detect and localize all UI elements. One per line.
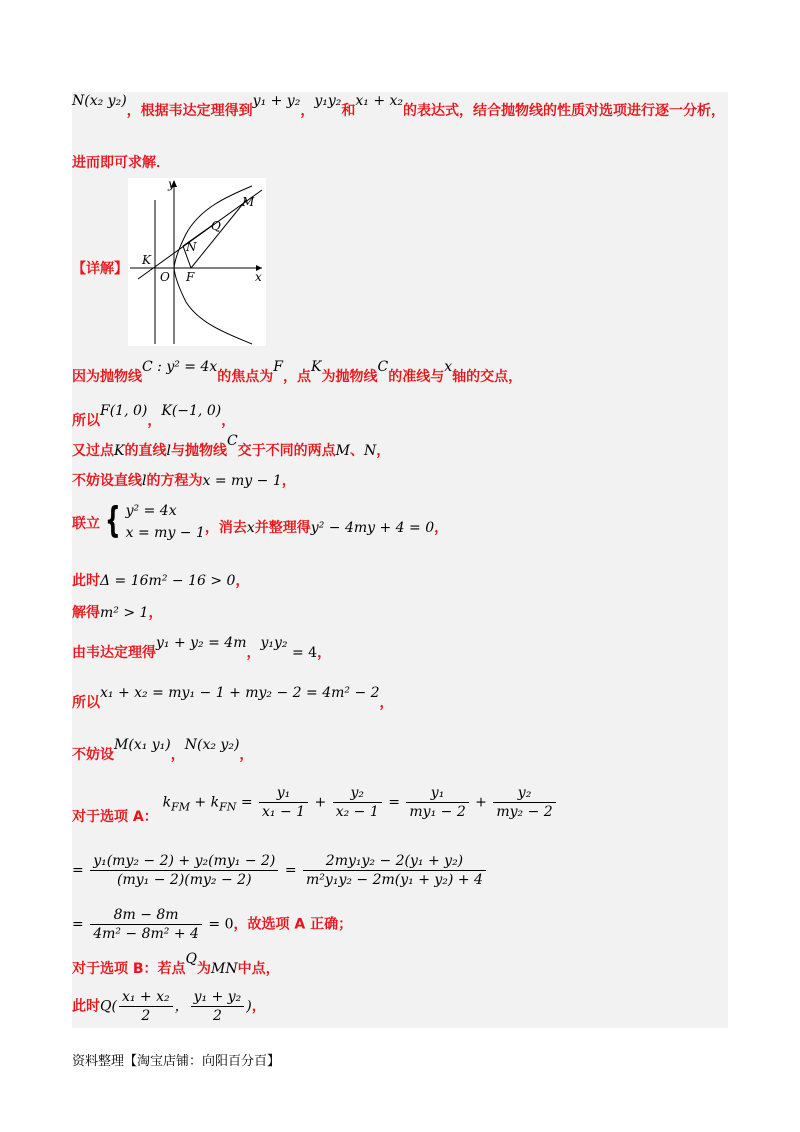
text-line-11: 所以x₁ + x₂ = my₁ − 1 + my₂ − 2 = 4m² − 2，	[72, 685, 394, 711]
text-line-12: 不妨设M(x₁ y₁)，N(x₂ y₂)，	[72, 737, 254, 763]
math-x-sum: x₁ + x₂	[355, 93, 404, 109]
text-line-9: 解得m² > 1，	[72, 605, 163, 621]
math-y-sum: y₁ + y₂	[252, 93, 301, 109]
system-eq-1: y² = 4x	[125, 503, 177, 519]
text-line-15: = $\frac{8m - 8m}{\text{4m² − 8m² + 4}}$ = 0，故选项 A 正确；	[72, 907, 353, 942]
label-x: x	[255, 270, 262, 284]
label-N: N	[186, 240, 197, 254]
text-line-8: 此时Δ = 16m² − 16 > 0，	[72, 573, 250, 589]
label-O: O	[160, 270, 170, 284]
label-Q: Q	[211, 219, 221, 233]
math-quadratic: y² − 4my + 4 = 0	[310, 520, 435, 536]
detail-label: 【详解】	[72, 261, 128, 277]
text-line-13: 对于选项 A： $k_{FM} + k_{FN}$ = $\frac{\text{y₁}}{\text{x₁ − 1}}$ + $\frac{\text{y₂}}{\text{x₂ − 1}}$ = $\frac{\text{y₁}}{\text{my₁ − 2}}$ + $\frac{\text{y₂}}{\text{my₂ − 2}}$	[72, 790, 558, 827]
math-N-point: N(x₂ y₂)	[72, 93, 127, 109]
text-line-2: 进而即可求解．	[72, 155, 170, 171]
text-line-16: 对于选项 B：若点Q为MN中点，	[72, 951, 280, 977]
text-line-1: N(x₂ y₂)，根据韦达定理得到y₁ + y₂，y₁y₂和x₁ + x₂的表达式，结合抛物线的性质对选项进行逐一分析，	[72, 93, 726, 119]
text-line-5: 又过点K的直线l与抛物线C交于不同的两点M、N，	[72, 433, 391, 459]
text-line-3: 因为抛物线C : y² = 4x的焦点为F，点K为抛物线C的准线与x轴的交点，	[72, 359, 523, 385]
math-y-product: y₁y₂	[314, 93, 342, 109]
math-parabola-eq: C : y² = 4x	[142, 359, 218, 375]
math-x-sum-expr: x₁ + x₂ = my₁ − 1 + my₂ − 2 = 4m² − 2	[100, 685, 380, 701]
label-K: K	[142, 253, 151, 267]
text-line-7: 联立 { y² = 4x x = my − 1 ，消去x并整理得y² − 4my + 4 = 0，	[72, 500, 448, 550]
text-line-6: 不妨设直线l的方程为x = my − 1，	[72, 473, 296, 489]
system-eq-2: x = my − 1	[125, 525, 205, 541]
text-line-14: = $\frac{\text{y₁(my₂ − 2) + y₂(my₁ − 2)}}{\text{(my₁ − 2)(my₂ − 2)}}$ = $\frac{\text{2my₁y₂ − 2(y₁ + y₂)}}{\text{m²y₁y₂ − 2m(y₁ + y₂) + 4}}$	[72, 852, 488, 889]
parabola-graph	[128, 178, 266, 346]
label-y: y	[168, 178, 175, 191]
math-discriminant: Δ = 16m² − 16 > 0	[100, 573, 236, 589]
label-M: M	[242, 195, 255, 209]
text-line-4: 所以F(1, 0)，K(−1, 0)，	[72, 403, 236, 429]
label-F: F	[186, 270, 195, 284]
text-line-17: 此时Q( $\frac{\text{x₁ + x₂}}{2}$ ， $\frac{\text{y₁ + y₂}}{2}$ )，	[72, 989, 266, 1024]
text-line-10: 由韦达定理得y₁ + y₂ = 4m，y₁y₂ = 4，	[72, 635, 332, 661]
math-slope-sum: $k_{FM} + k_{FN}$ = $\frac{\text{y₁}}{\text{x₁ − 1}}$ + $\frac{\text{y₂}}{\text{x₂ − 1}}$ = $\frac{\text{y₁}}{\text{my₁ − 2}}$ + $\frac{\text{y₂}}{\text{my₂ − 2}}$	[163, 784, 558, 821]
footer-source: 资料整理【淘宝店铺：向阳百分百】	[72, 1054, 281, 1069]
